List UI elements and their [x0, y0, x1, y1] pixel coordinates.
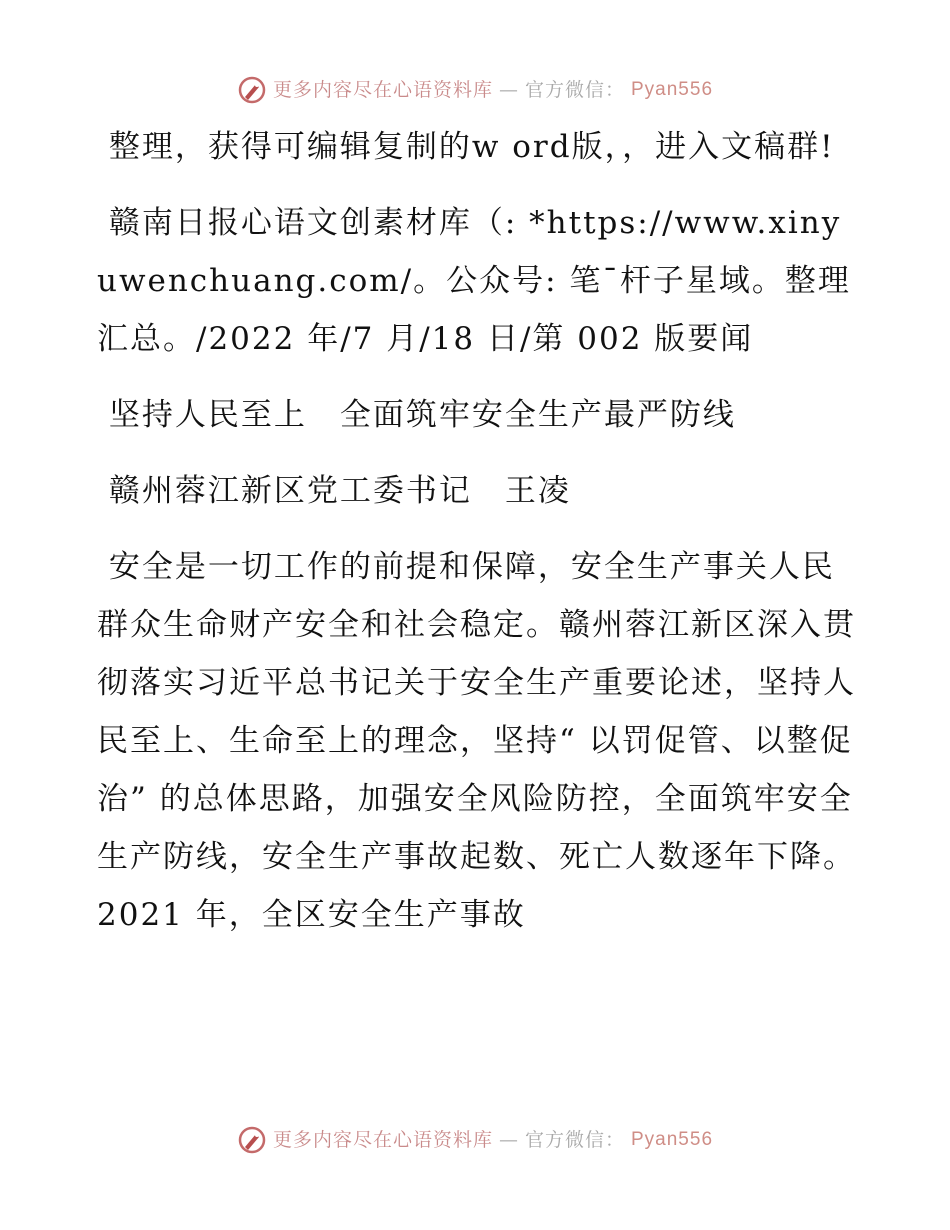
header-watermark — [0, 75, 950, 105]
watermark-brand-text: 更多内容尽在心语资料库 — [272, 1129, 493, 1151]
watermark-wechat-id: Pyan556 — [631, 79, 714, 100]
document-content — [97, 118, 857, 962]
source-paragraph: 赣南日报心语文创素材库（: *https://www.xinyuwenchuang.com/。公众号: 笔¯杆子星域。整理汇总。/2022 年/7 月/18 日/第 002 版要闻 — [97, 205, 851, 357]
watermark-separator: — — [498, 1129, 519, 1151]
watermark-wechat-id: Pyan556 — [631, 1129, 714, 1150]
watermark-official-label: 官方微信： — [524, 79, 625, 101]
article-title: 坚持人民至上 全面筑牢安全生产最严防线 — [97, 397, 736, 433]
watermark-separator: — — [498, 79, 519, 101]
pen-logo-icon — [237, 1125, 267, 1155]
body-paragraph: 安全是一切工作的前提和保障，安全生产事关人民群众生命财产安全和社会稳定。赣州蓉江新区深入贯彻落实习近平总书记关于安全生产重要论述，坚持人民至上、生命至上的理念，坚持“ 以罚促管、以整促治” 的总体思路，加强安全风险防控，全面筑牢安全生产防线，安全生产事故起数、死亡人数逐年下降。2021 年，全区安全生产事故 — [97, 549, 856, 933]
watermark-official-label: 官方微信： — [524, 1129, 625, 1151]
intro-paragraph: 整理，获得可编辑复制的w ord版，，进入文稿群! — [97, 129, 835, 165]
watermark-brand-text: 更多内容尽在心语资料库 — [272, 79, 493, 101]
article-byline: 赣州蓉江新区党工委书记 王凌 — [97, 473, 571, 509]
footer-watermark — [0, 1125, 950, 1155]
pen-logo-icon — [237, 75, 267, 105]
